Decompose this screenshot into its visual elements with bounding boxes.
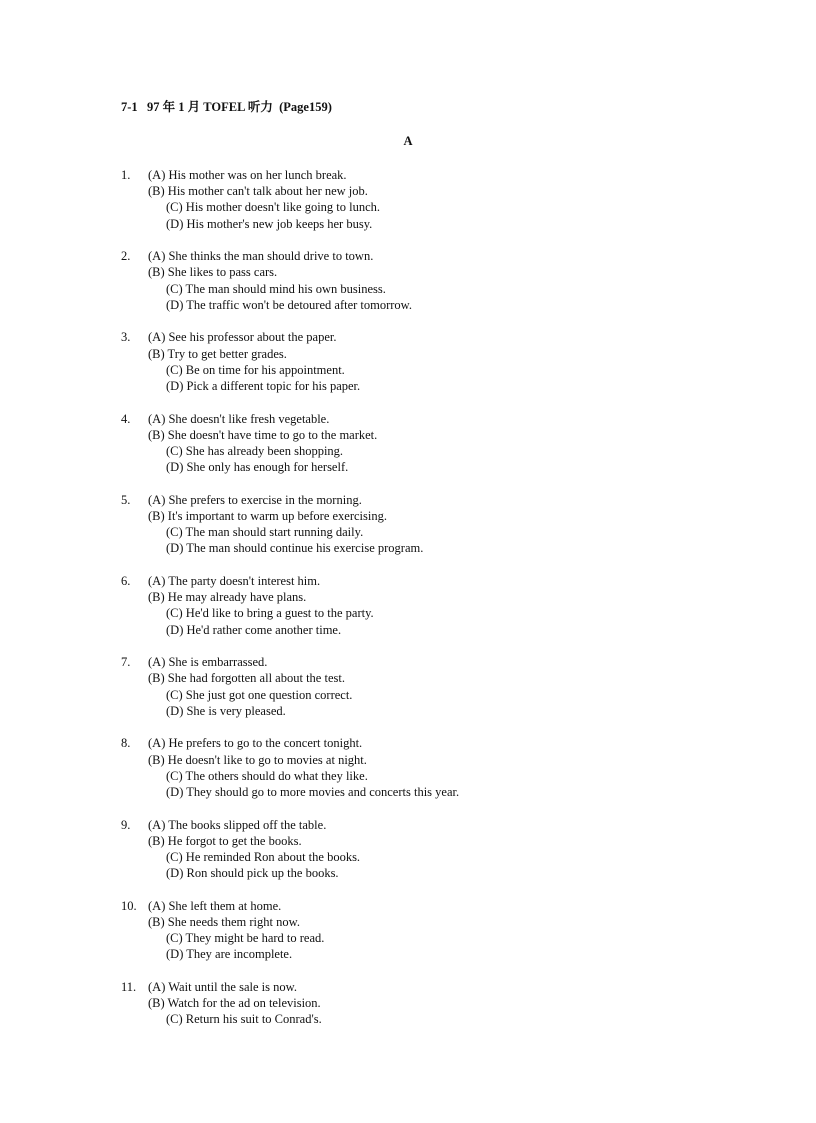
question-option: (A) She left them at home. — [148, 898, 282, 913]
question-option: (D) He'd rather come another time. — [166, 622, 342, 637]
question-option: (C) He reminded Ron about the books. — [166, 850, 361, 864]
question-option: (B) His mother can't talk about her new job. — [148, 184, 368, 199]
question-option: (C) The others should do what they like. — [166, 768, 368, 783]
question-option: (B) He may already have plans. — [148, 590, 307, 605]
question-option: (A) See his professor about the paper. — [148, 330, 337, 345]
question-option: (B) She doesn't have time to go to the market. — [148, 427, 378, 442]
question-option: (A) The party doesn't interest him. — [148, 574, 321, 588]
question-option: (A) Wait until the sale is now. — [148, 980, 297, 994]
question-option: (B) She needs them right now. — [148, 915, 300, 929]
question-option: (C) She just got one question correct. — [166, 687, 353, 702]
question-option: (C) Be on time for his appointment. — [166, 362, 345, 377]
question-number: 11. — [121, 980, 137, 994]
question-option: (C) The man should mind his own business. — [166, 281, 386, 296]
question-number: 5. — [121, 492, 131, 507]
question-option: (A) He prefers to go to the concert tonight. — [148, 736, 363, 751]
question-option: (B) She likes to pass cars. — [148, 265, 278, 280]
question-option: (B) She had forgotten all about the test. — [148, 671, 345, 686]
question-option: (C) Return his suit to Conrad's. — [166, 1012, 322, 1027]
question-number: 6. — [121, 574, 131, 588]
question-option: (D) Pick a different topic for his paper. — [166, 379, 361, 393]
question-option: (A) She prefers to exercise in the morning. — [148, 492, 362, 507]
question-option: (B) It's important to warm up before exercising. — [148, 509, 387, 523]
question-option: (B) He doesn't like to go to movies at night. — [148, 752, 367, 767]
question-option: (C) She has already been shopping. — [166, 444, 344, 458]
question-option: (A) His mother was on her lunch break. — [148, 168, 347, 182]
question-number: 2. — [121, 249, 131, 264]
question-option: (B) Watch for the ad on television. — [148, 996, 321, 1011]
question-option: (C) He'd like to bring a guest to the party. — [166, 606, 374, 621]
question-option: (D) They are incomplete. — [166, 947, 293, 962]
header-title: 97 年 1 月 TOFEL 听力 (Page159) — [147, 100, 332, 114]
question-number: 10. — [121, 898, 137, 913]
question-option: (C) They might be hard to read. — [166, 931, 325, 946]
question-option: (A) The books slipped off the table. — [148, 817, 327, 832]
question-option: (A) She thinks the man should drive to town. — [148, 249, 374, 264]
question-option: (B) He forgot to get the books. — [148, 833, 302, 848]
question-option: (A) She is embarrassed. — [148, 655, 268, 670]
question-option: (D) The traffic won't be detoured after tomorrow. — [166, 297, 413, 312]
question-option: (D) The man should continue his exercise program. — [166, 541, 424, 556]
header-prefix: 7-1 — [121, 100, 138, 114]
section-label: A — [403, 134, 413, 148]
question-number: 7. — [121, 655, 131, 670]
question-option: (D) They should go to more movies and concerts this year. — [166, 785, 460, 799]
question-option: (D) She is very pleased. — [166, 703, 286, 718]
question-number: 3. — [121, 330, 131, 345]
question-option: (C) His mother doesn't like going to lunch. — [166, 200, 381, 215]
question-option: (D) His mother's new job keeps her busy. — [166, 216, 373, 231]
question-number: 1. — [121, 168, 131, 182]
question-option: (B) Try to get better grades. — [148, 346, 287, 361]
question-option: (D) She only has enough for herself. — [166, 460, 349, 475]
question-number: 8. — [121, 736, 131, 751]
question-option: (C) The man should start running daily. — [166, 525, 364, 540]
question-number: 4. — [121, 411, 131, 426]
page-header — [121, 97, 332, 115]
question-number: 9. — [121, 817, 131, 832]
question-option: (D) Ron should pick up the books. — [166, 866, 339, 881]
question-option: (A) She doesn't like fresh vegetable. — [148, 411, 330, 426]
